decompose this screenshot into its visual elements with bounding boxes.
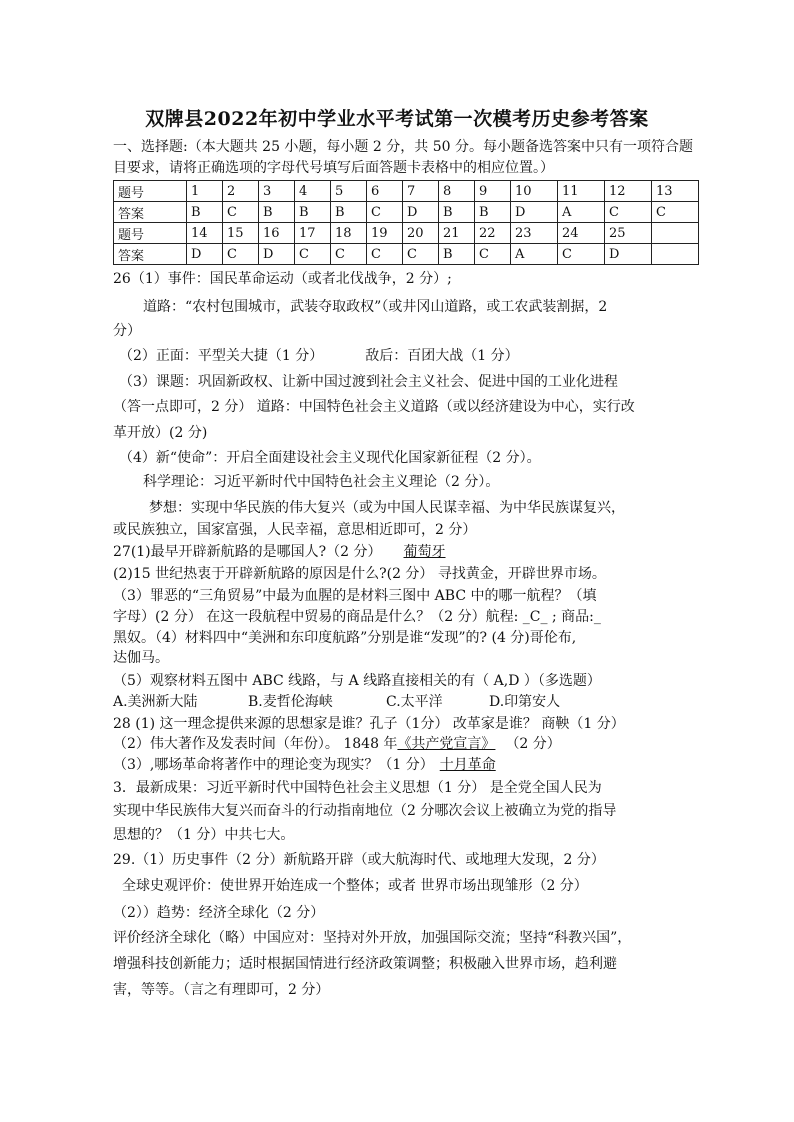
q27-option-a: A.美洲新大陆 [113,694,198,710]
q29-line4: 评价经济全球化（略）中国应对：坚持对外开放，加强国际交流；坚持“科教兴国”， [113,930,632,946]
q29-line2: 全球史观评价：使世界开始连成一个整体；或者 世界市场出现雏形（2 分） [122,878,588,894]
table-cell: B [439,202,475,223]
table-cell: 12 [605,181,652,202]
table-cell: B [259,202,295,223]
table-cell: C [605,202,652,223]
q27-line3: （3）罪恶的“三角贸易”中最为血腥的是材料三图中 ABC 中的哪一航程？（填 [113,588,597,604]
q28-line5: 实现中华民族伟大复兴而奋斗的行动指南地位（2 分哪次会议上被确立为党的指导 [113,803,617,819]
q27-option-b: B.麦哲伦海峡 [248,694,333,710]
table-cell: 2 [223,181,259,202]
table-cell: D [259,244,295,265]
q26-line2: 道路：“农村包围城市，武装夺取政权”（或井冈山道路，或工农武装割据，2 [143,299,608,315]
q29-line3: （2））趋势：经济全球化（2 分） [113,905,325,921]
q26-line5: （3）课题：巩固新政权、让新中国过渡到社会主义社会、促进中国的工业化进程 [119,374,618,390]
q26-line8: （4）新“使命”：开启全面建设社会主义现代化国家新征程（2 分）。 [119,450,541,466]
q26-rear-battle: 敌后：百团大战（1 分） [365,348,519,364]
table-row [114,223,699,244]
table-cell: 25 [605,223,652,244]
table-cell: D [403,202,439,223]
q28-q2-text: （2）伟大著作及发表时间（年份）。 1848 年 [113,736,398,752]
table-cell: 9 [475,181,511,202]
table-cell: C [367,244,403,265]
q29-line5: 增强科技创新能力；适时根据国情进行经济政策调整；积极融入世界市场，趋利避 [113,956,617,972]
q28-q3-text: （3）,哪场革命将著作中的理论变为现实？（1 分） [113,757,434,773]
q29-line1: 29.（1）历史事件（2 分）新航路开辟（或大航海时代、或地理大发现，2 分） [113,852,605,868]
table-cell: 22 [475,223,511,244]
q27-line5: 黑奴。（4）材料四中“美洲和东印度航路”分别是谁“发现”的? (4 分)哥伦布, [113,630,577,646]
table-cell: 24 [558,223,605,244]
q28-line2 [113,734,561,754]
table-cell: 11 [558,181,605,202]
table-cell: C [403,244,439,265]
table-cell: B [295,202,331,223]
table-cell [652,223,699,244]
table-cell: 23 [511,223,558,244]
table-cell: 8 [439,181,475,202]
q28-q3-answer: 十月革命 [439,757,496,773]
q27-line2: (2)15 世纪热衷于开辟新航路的原因是什么?(2 分） 寻找黄金，开辟世界市场。 [113,566,606,582]
table-cell: 19 [367,223,403,244]
q27-option-d: D.印第安人 [489,694,561,710]
q29-line6: 害，等等。（言之有理即可，2 分） [113,982,330,998]
table-cell: C [558,244,605,265]
table-cell: 16 [259,223,295,244]
q28-line6: 思想的？（1 分）中共七大。 [113,827,295,843]
table-cell [652,244,699,265]
q27-line1 [113,542,564,562]
table-cell: 4 [295,181,331,202]
table-cell: A [558,202,605,223]
q28-line1: 28 (1) 这一理念提供来源的思想家是谁？孔子（1分） 改革家是谁？ 商鞅（1 分） [113,716,625,732]
q26-line9: 科学理论：习近平新时代中国特色社会主义理论（2 分）。 [143,474,500,490]
q26-line10: 梦想：实现中华民族的伟大复兴（或为中国人民谋幸福、为中华民族谋复兴， [149,500,625,516]
table-row [114,244,699,265]
table-row-header: 答案 [114,202,187,223]
table-cell: C [223,202,259,223]
q27-options [113,692,560,712]
q26-line4 [119,346,519,366]
table-cell: 5 [331,181,367,202]
page-title: 双牌县2022年初中学业水平考试第一次模考历史参考答案 [145,108,649,130]
table-cell: 10 [511,181,558,202]
table-cell: 7 [403,181,439,202]
q27-line7: （5）观察材料五图中 ABC 线路，与 A 线路直接相关的有（ A,D ）（多选题） [113,673,601,689]
table-row-header: 题号 [114,181,187,202]
table-cell: 18 [331,223,367,244]
q28-line4: 3．最新成果：习近平新时代中国特色社会主义思想（1 分） 是全党全国人民为 [113,780,602,796]
table-cell: 6 [367,181,403,202]
table-cell: 3 [259,181,295,202]
section1-instructions-line1: 一、选择题:（本大题共 25 小题，每小题 2 分，共 50 分。每小题备选答案中只有一项符合题 [113,139,693,155]
q27-option-c: C.太平洋 [386,694,443,710]
table-cell: A [511,244,558,265]
q26-line11: 或民族独立，国家富强，人民幸福，意思相近即可，2 分） [113,522,477,538]
table-cell: D [187,244,223,265]
q28-q2-points: （2 分） [505,736,561,752]
q26-line1: 26（1）事件：国民革命运动（或者北伐战争，2 分）; [113,271,452,287]
table-cell: C [223,244,259,265]
table-row-header: 答案 [114,244,187,265]
table-cell: D [511,202,558,223]
q27-line6: 达伽马。 [113,650,169,666]
table-cell: B [187,202,223,223]
table-cell: B [475,202,511,223]
q26-line3: 分） [113,323,141,339]
table-cell: C [295,244,331,265]
q28-line3 [113,755,496,775]
table-cell: C [331,244,367,265]
table-cell: C [652,202,699,223]
table-cell: B [331,202,367,223]
q26-line6: （答一点即可，2 分） 道路：中国特色社会主义道路（或以经济建设为中心，实行改 [113,399,635,415]
table-row-header: 题号 [114,223,187,244]
table-row [114,181,699,202]
table-cell: 17 [295,223,331,244]
answer-table [113,180,699,265]
table-cell: 13 [652,181,699,202]
table-cell: D [605,244,652,265]
table-cell: C [475,244,511,265]
table-cell: 14 [187,223,223,244]
table-cell: 1 [187,181,223,202]
table-cell: C [367,202,403,223]
q27-answer1: 葡萄牙 [403,544,446,560]
section1-instructions-line2: 目要求，请将正确选项的字母代号填写后面答题卡表格中的相应位置。） [113,160,554,176]
table-cell: 15 [223,223,259,244]
q27-question1: 27(1)最早开辟新航路的是哪国人?（2 分） [113,544,382,560]
table-row [114,202,699,223]
table-cell: B [439,244,475,265]
table-cell: 21 [439,223,475,244]
q27-line4: 字母）(2 分） 在这一段航程中贸易的商品是什么？（2 分）航程: _C_ ; 商品:_ [113,609,601,625]
q26-front-battle: （2）正面：平型关大捷（1 分） [119,348,324,364]
table-cell: 20 [403,223,439,244]
q26-line7: 革开放）(2 分) [113,425,208,441]
q28-q2-answer: 《共产党宣言》 [397,736,496,752]
